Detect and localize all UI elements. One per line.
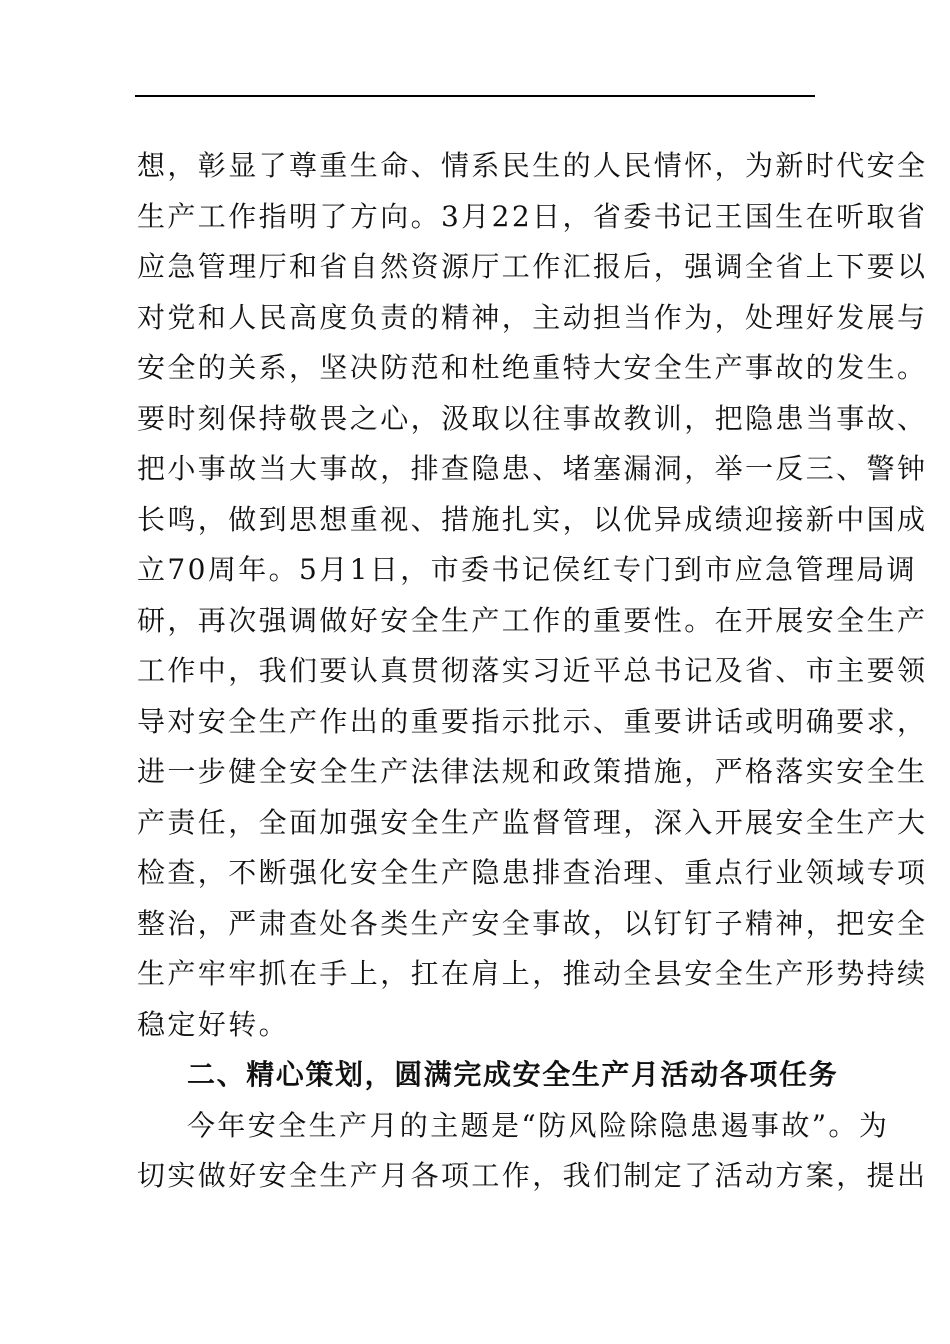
paragraph-line: 检查，不断强化安全生产隐患排查治理、重点行业领域专项	[137, 856, 928, 889]
paragraph-line: 把小事故当大事故，排查隐患、堵塞漏洞，举一反三、警钟	[137, 452, 928, 485]
paragraph-line: 安全的关系，坚决防范和杜绝重特大安全生产事故的发生。	[137, 351, 928, 384]
paragraph-line: 产责任，全面加强安全生产监督管理，深入开展安全生产大	[137, 805, 928, 839]
paragraph-line: 应急管理厅和省自然资源厅工作汇报后，强调全省上下要以	[137, 250, 928, 283]
paragraph-line: 研，再次强调做好安全生产工作的重要性。在开展安全生产	[137, 603, 928, 637]
paragraph-line: 进一步健全安全生产法律法规和政策措施，严格落实安全生	[137, 755, 928, 788]
paragraph-line: 工作中，我们要认真贯彻落实习近平总书记及省、市主要领	[137, 654, 928, 687]
paragraph-line: 导对安全生产作出的重要指示批示、重要讲话或明确要求，	[137, 704, 928, 738]
section-heading: 二、精心策划，圆满完成安全生产月活动各项任务	[187, 1058, 839, 1091]
paragraph-line: 长鸣，做到思想重视、措施扎实，以优异成绩迎接新中国成	[137, 502, 928, 536]
paragraph-line: 今年安全生产月的主题是“防风险除隐患遏事故”。为	[187, 1108, 890, 1142]
paragraph-line: 生产工作指明了方向。3月22日，省委书记王国生在听取省	[137, 199, 928, 233]
paragraph-line: 想，彰显了尊重生命、情系民生的人民情怀，为新时代安全	[137, 149, 928, 182]
paragraph-line: 立70周年。5月1日，市委书记侯红专门到市应急管理局调	[137, 553, 918, 586]
document-body	[137, 141, 928, 1202]
paragraph-line: 要时刻保持敬畏之心，汲取以往事故教训，把隐患当事故、	[137, 401, 928, 435]
paragraph-line: 对党和人民高度负责的精神，主动担当作为，处理好发展与	[137, 300, 928, 334]
paragraph-line: 切实做好安全生产月各项工作，我们制定了活动方案，提出	[137, 1159, 928, 1192]
paragraph-line: 整治，严肃查处各类生产安全事故，以钉钉子精神，把安全	[137, 906, 928, 940]
header-rule	[135, 95, 815, 97]
paragraph-line: 生产牢牢抓在手上，扛在肩上，推动全县安全生产形势持续	[137, 957, 928, 990]
paragraph-line: 稳定好转。	[137, 1007, 290, 1041]
